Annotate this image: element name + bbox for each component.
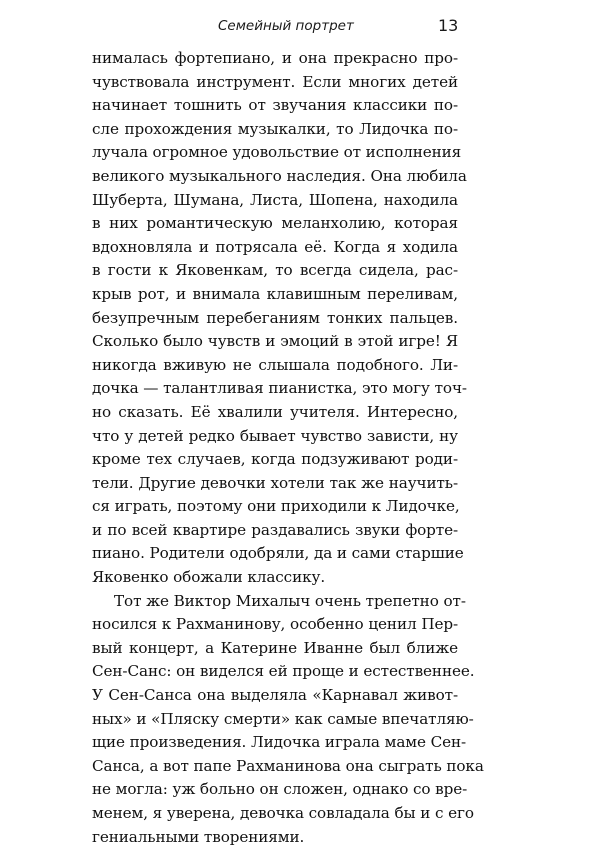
text-line: ных» и «Пляску смерти» как самые впечатляю- — [92, 709, 474, 728]
text-line: Сколько было чувств и эмоций в этой игре! Я — [92, 332, 458, 351]
running-title: Семейный портрет — [218, 18, 354, 34]
text-line: никогда вживую не слышала подобного. Ли- — [92, 355, 458, 374]
text-line: безупречным перебеганиям тонких пальцев. — [92, 308, 458, 327]
text-line: Сен-Санс: он виделся ей проще и естественнее. — [92, 662, 475, 681]
text-line: менем, я уверена, девочка совладала бы и с его — [92, 804, 474, 822]
text-line: Санса, а вот папе Рахманинова она сыграть пока — [92, 756, 484, 775]
text-line: начинает тошнить от звучания классики по- — [92, 96, 458, 115]
body-text — [92, 47, 484, 849]
text-line: и по всей квартире раздавались звуки форте- — [92, 520, 458, 539]
text-line: вый концерт, а Катерине Иванне был ближе — [92, 638, 458, 657]
text-line: сле прохождения музыкалки, то Лидочка по- — [92, 119, 458, 138]
text-line: крыв рот, и внимала клавишным переливам, — [92, 284, 458, 303]
text-line: в гости к Яковенкам, то всегда сидела, рас- — [92, 261, 458, 280]
text-line: гениальными творениями. — [92, 827, 305, 846]
text-line: пиано. Родители одобряли, да и сами старшие — [92, 544, 464, 563]
paragraph — [92, 47, 467, 590]
text-line: Яковенко обожали классику. — [92, 568, 326, 587]
text-line: что у детей редко бывает чувство зависти, ну — [92, 426, 458, 445]
text-line: Тот же Виктор Михалыч очень трепетно от- — [114, 591, 466, 610]
text-line: не могла: уж больно он сложен, однако со вре- — [92, 780, 468, 799]
paragraph — [92, 590, 484, 849]
text-line: чувствовала инструмент. Если многих детей — [92, 72, 458, 91]
text-line: Шуберта, Шумана, Листа, Шопена, находила — [92, 190, 458, 209]
text-line: щие произведения. Лидочка играла маме Сен- — [92, 733, 467, 752]
text-line: лучала огромное удовольствие от исполнения — [92, 143, 462, 162]
text-line: кроме тех случаев, когда подзуживают роди- — [92, 450, 458, 469]
text-line: ся играть, поэтому они приходили к Лидочке, — [92, 497, 460, 516]
text-line: У Сен-Санса она выделяла «Карнавал живот- — [92, 686, 458, 705]
text-line: носился к Рахманинову, особенно ценил Пер- — [92, 615, 458, 634]
text-line: в них романтическую меланхолию, которая — [92, 214, 458, 233]
text-line: вдохновляла и потрясала её. Когда я ходила — [92, 237, 458, 256]
running-header — [0, 14, 600, 38]
text-line: нималась фортепиано, и она прекрасно про- — [92, 49, 458, 67]
text-line: великого музыкального наследия. Она любила — [92, 166, 467, 185]
text-line: тели. Другие девочки хотели так же научить- — [92, 473, 458, 492]
text-line: но сказать. Её хвалили учителя. Интересно, — [92, 402, 458, 421]
text-line: дочка — талантливая пианистка, это могу точ- — [92, 379, 467, 398]
page-number: 13 — [438, 16, 459, 35]
